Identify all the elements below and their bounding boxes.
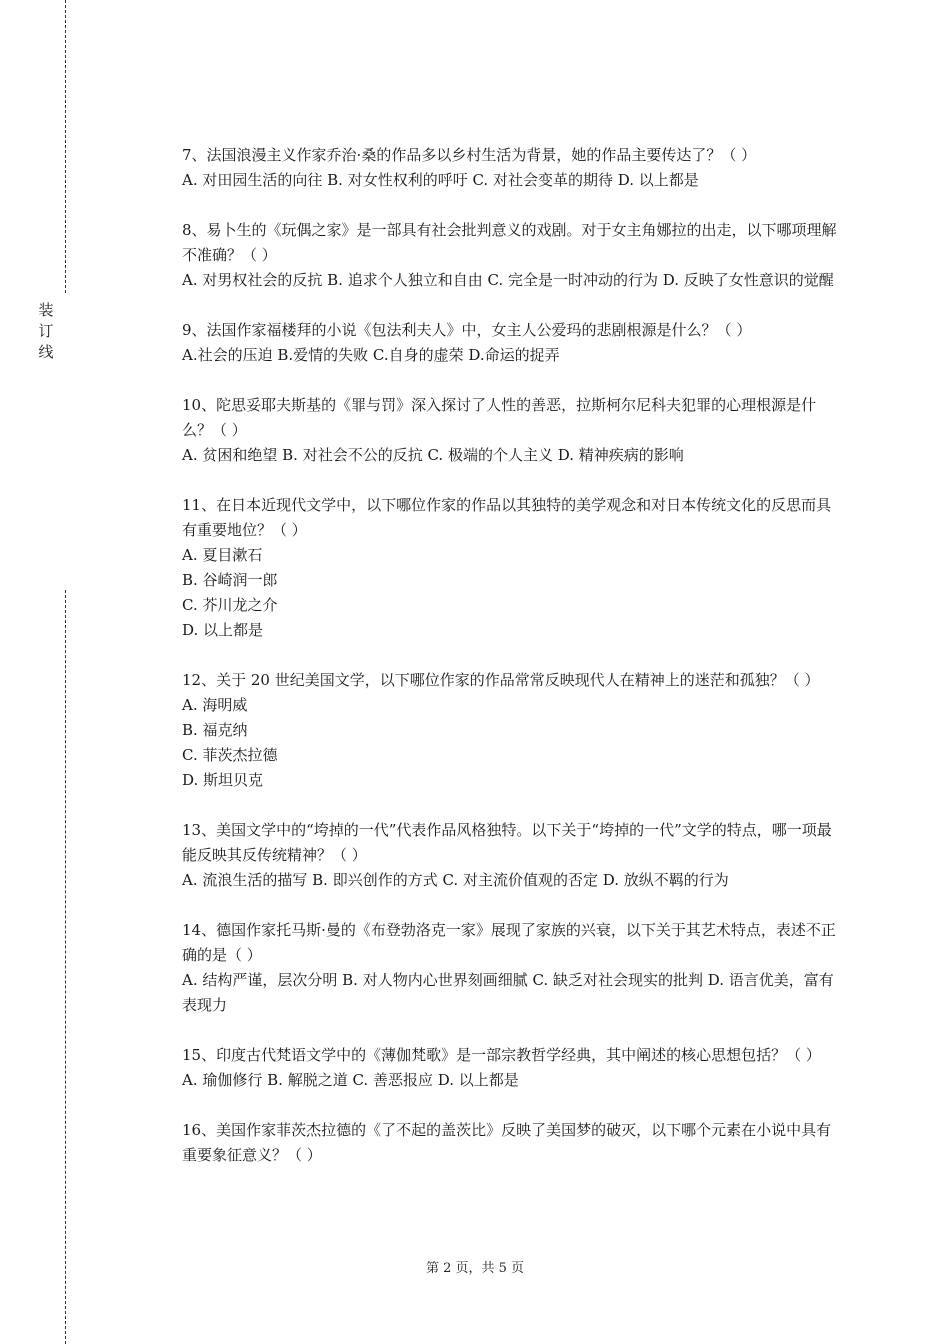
question-option: A.社会的压迫 B.爱情的失败 C.自身的虚荣 D.命运的捉弄 [182,346,560,364]
question-option: A. 夏目漱石 [182,546,263,564]
question-7 [182,143,840,193]
binding-char: 线 [38,343,54,361]
question-13 [182,818,840,893]
question-stem: 9、法国作家福楼拜的小说《包法利夫人》中，女主人公爱玛的悲剧根源是什么？（ ） [182,321,752,339]
question-9 [182,318,840,368]
binding-label [36,300,56,363]
question-stem: 13、美国文学中的“垮掉的一代”代表作品风格独特。以下关于“垮掉的一代”文学的特点，哪一项最能反映其反传统精神？（ ） [182,821,832,864]
question-option: A. 对男权社会的反抗 B. 追求个人独立和自由 C. 完全是一时冲动的行为 D. 反映了女性意识的觉醒 [182,271,834,289]
question-stem: 11、在日本近现代文学中，以下哪位作家的作品以其独特的美学观念和对日本传统文化的反思而具有重要地位？（ ） [182,496,832,539]
question-option: A. 流浪生活的描写 B. 即兴创作的方式 C. 对主流价值观的否定 D. 放纵不羁的行为 [182,871,729,889]
question-option: D. 斯坦贝克 [182,771,264,789]
question-stem: 14、德国作家托马斯·曼的《布登勃洛克一家》展现了家族的兴衰，以下关于其艺术特点，表述不正确的是（ ） [182,921,836,964]
page-footer: 第 2 页，共 5 页 [425,1261,525,1276]
binding-line-top [65,0,66,293]
question-option: A. 对田园生活的向往 B. 对女性权利的呼吁 C. 对社会变革的期待 D. 以上都是 [182,171,699,189]
question-stem: 10、陀思妥耶夫斯基的《罪与罚》深入探讨了人性的善恶，拉斯柯尔尼科夫犯罪的心理根源是什么？（ ） [182,396,817,439]
binding-char: 装 [38,301,54,319]
question-option: D. 以上都是 [182,621,264,639]
question-stem: 16、美国作家菲茨杰拉德的《了不起的盖茨比》反映了美国梦的破灭，以下哪个元素在小说中具有重要象征意义？（ ） [182,1121,832,1164]
question-stem: 15、印度古代梵语文学中的《薄伽梵歌》是一部宗教哲学经典，其中阐述的核心思想包括？（ ） [182,1046,821,1064]
question-stem: 7、法国浪漫主义作家乔治·桑的作品多以乡村生活为背景，她的作品主要传达了？（ ） [182,146,757,164]
question-11 [182,493,840,643]
question-14 [182,918,840,1018]
question-option: A. 海明威 [182,696,248,714]
question-option: A. 结构严谨，层次分明 B. 对人物内心世界刻画细腻 C. 缺乏对社会现实的批判 D. 语言优美，富有表现力 [182,971,834,1014]
question-16 [182,1118,840,1168]
question-option: C. 菲茨杰拉德 [182,746,278,764]
question-stem: 12、关于 20 世纪美国文学，以下哪位作家的作品常常反映现代人在精神上的迷茫和孤独？（ ） [182,671,820,689]
question-12 [182,668,840,793]
question-10 [182,393,840,468]
question-8 [182,218,840,293]
question-list [182,143,840,1193]
question-stem: 8、易卜生的《玩偶之家》是一部具有社会批判意义的戏剧。对于女主角娜拉的出走，以下哪项理解不准确？（ ） [182,221,837,264]
question-option: B. 谷崎润一郎 [182,571,278,589]
question-option: B. 福克纳 [182,721,248,739]
question-option: C. 芥川龙之介 [182,596,278,614]
question-15 [182,1043,840,1093]
question-option: A. 贫困和绝望 B. 对社会不公的反抗 C. 极端的个人主义 D. 精神疾病的影响 [182,446,684,464]
binding-char: 订 [38,322,54,340]
question-option: A. 瑜伽修行 B. 解脱之道 C. 善恶报应 D. 以上都是 [182,1071,519,1089]
binding-line-bottom [65,590,66,1344]
